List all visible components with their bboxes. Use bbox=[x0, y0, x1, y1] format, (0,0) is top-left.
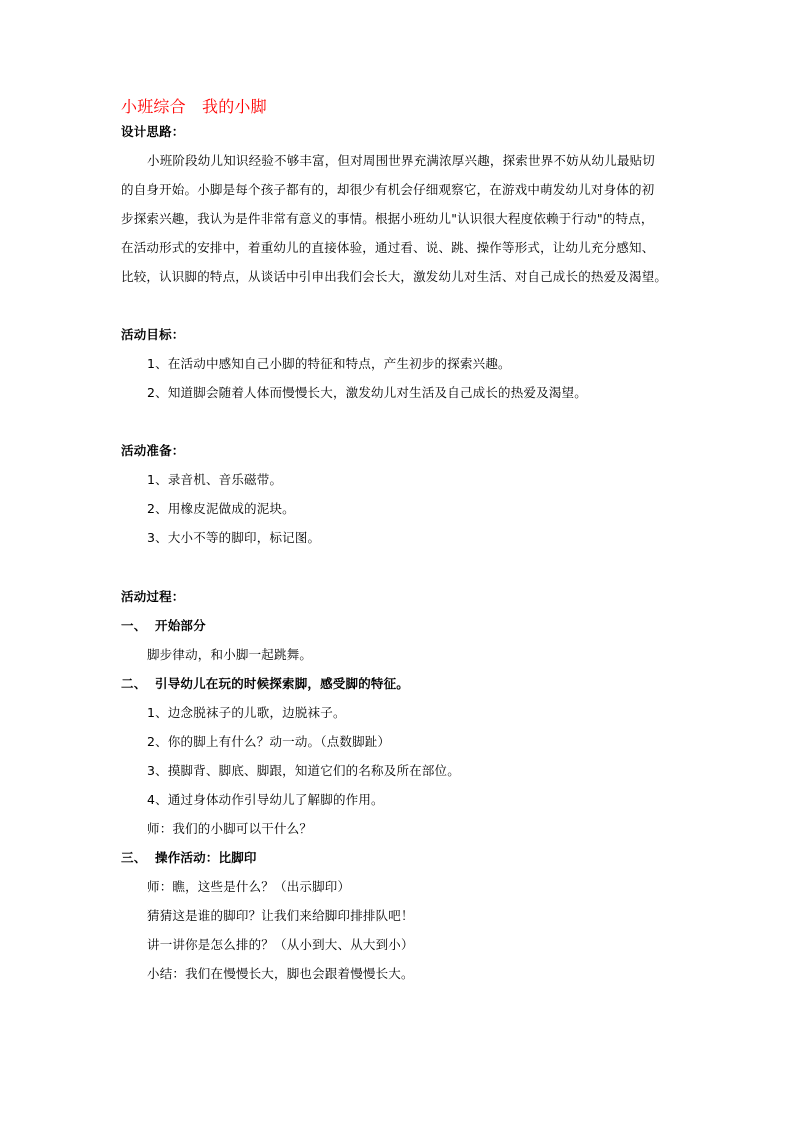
section-item: 讲一讲你是怎么排的？（从小到大、从大到小） bbox=[147, 937, 414, 952]
prep-item: 1、录音机、音乐磁带。 bbox=[147, 472, 283, 487]
design-heading: 设计思路： bbox=[121, 124, 185, 139]
design-paragraph-line: 小班阶段幼儿知识经验不够丰富，但对周围世界充满浓厚兴趣，探索世界不妨从幼儿最贴切 bbox=[147, 153, 656, 168]
section-number: 一、 bbox=[121, 618, 147, 633]
section-item: 3、摸脚背、脚底、脚跟，知道它们的名称及所在部位。 bbox=[147, 763, 460, 778]
section-number: 二、 bbox=[121, 676, 147, 691]
section-heading bbox=[121, 618, 206, 634]
section-title: 开始部分 bbox=[155, 618, 206, 633]
process-heading: 活动过程： bbox=[121, 589, 185, 604]
design-paragraph-line: 在活动形式的安排中，着重幼儿的直接体验，通过看、说、跳、操作等形式，让幼儿充分感知、 bbox=[121, 240, 655, 255]
document-title: 小班综合 我的小脚 bbox=[121, 97, 267, 116]
section-item: 师：瞧，这些是什么？（出示脚印） bbox=[147, 879, 351, 894]
design-paragraph-line: 比较，认识脚的特点，从谈话中引申出我们会长大，激发幼儿对生活、对自己成长的热爱及渴望。 bbox=[121, 269, 668, 284]
prep-item: 2、用橡皮泥做成的泥块。 bbox=[147, 501, 295, 516]
section-title: 操作活动：比脚印 bbox=[155, 850, 257, 865]
section-number: 三、 bbox=[121, 850, 147, 865]
section-item: 4、通过身体动作引导幼儿了解脚的作用。 bbox=[147, 792, 384, 807]
section-item: 1、边念脱袜子的儿歌，边脱袜子。 bbox=[147, 705, 346, 720]
section-item: 师：我们的小脚可以干什么？ bbox=[147, 821, 313, 836]
section-heading bbox=[121, 850, 257, 866]
goal-item: 2、知道脚会随着人体而慢慢长大，激发幼儿对生活及自己成长的热爱及渴望。 bbox=[147, 385, 587, 400]
section-item: 小结：我们在慢慢长大，脚也会跟着慢慢长大。 bbox=[147, 966, 414, 981]
goal-item: 1、在活动中感知自己小脚的特征和特点，产生初步的探索兴趣。 bbox=[147, 356, 511, 371]
section-title: 引导幼儿在玩的时候探索脚，感受脚的特征。 bbox=[155, 676, 410, 691]
section-item: 猜猜这是谁的脚印？让我们来给脚印排排队吧！ bbox=[147, 908, 414, 923]
goals-heading: 活动目标： bbox=[121, 327, 185, 342]
prep-heading: 活动准备： bbox=[121, 443, 185, 458]
prep-item: 3、大小不等的脚印，标记图。 bbox=[147, 530, 321, 545]
section-item: 脚步律动，和小脚一起跳舞。 bbox=[147, 647, 313, 662]
design-paragraph-line: 步探索兴趣，我认为是件非常有意义的事情。根据小班幼儿"认识很大程度依赖于行动"的特点， bbox=[121, 211, 654, 226]
design-paragraph-line: 的自身开始。小脚是每个孩子都有的，却很少有机会仔细观察它，在游戏中萌发幼儿对身体的初 bbox=[121, 182, 655, 197]
section-heading bbox=[121, 676, 409, 692]
section-item: 2、你的脚上有什么？动一动。（点数脚趾） bbox=[147, 734, 391, 749]
